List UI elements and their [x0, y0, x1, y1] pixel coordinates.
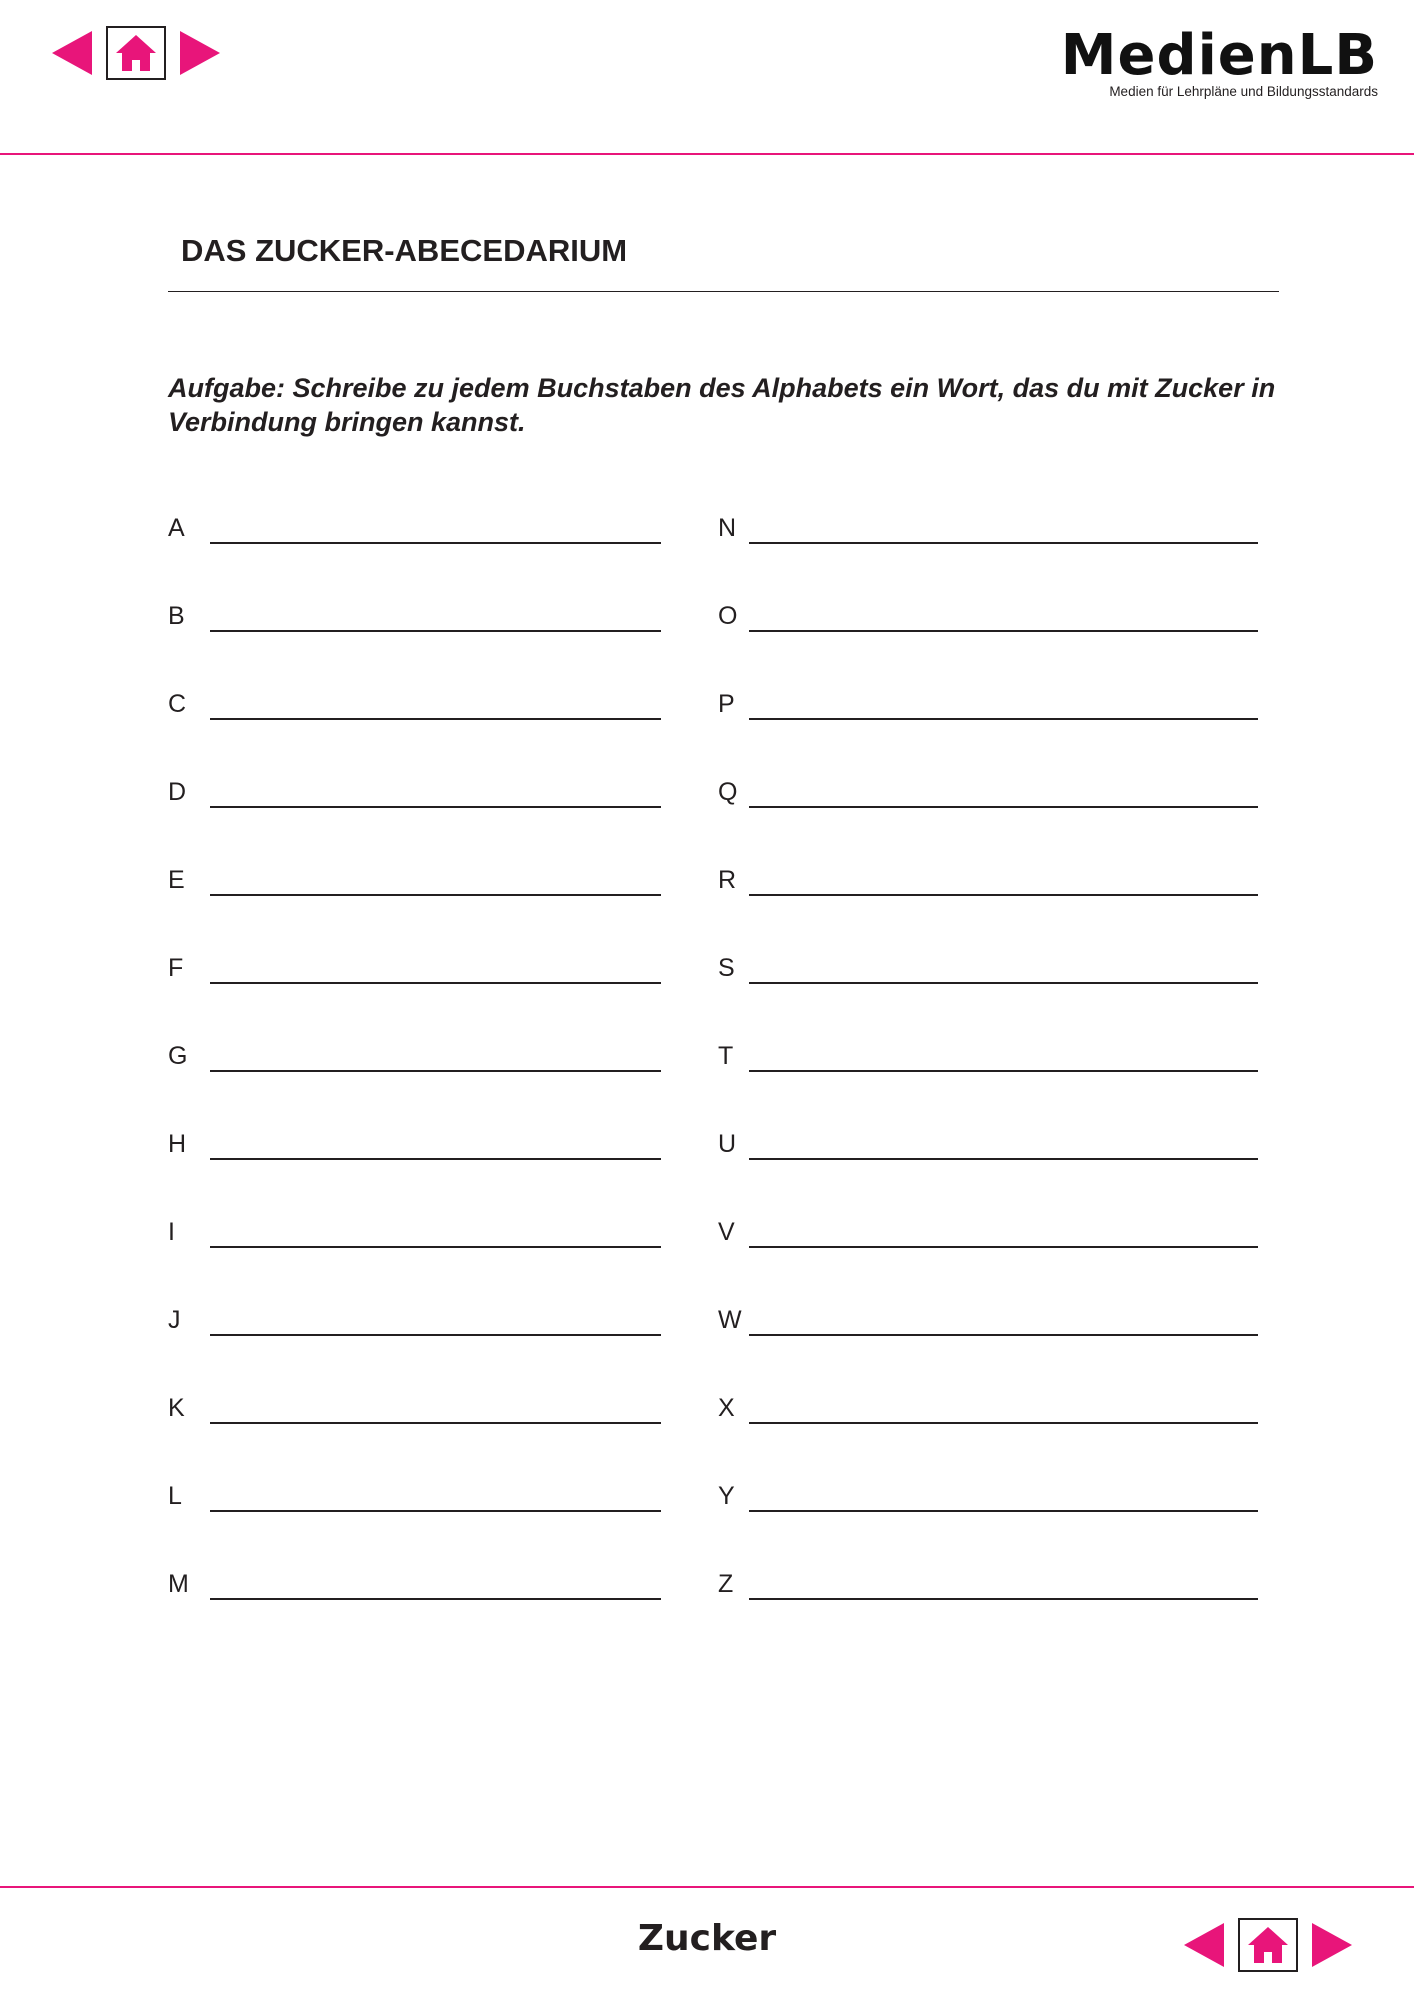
row-letter: G: [168, 1042, 188, 1070]
row-letter: T: [718, 1042, 734, 1070]
row-letter: L: [168, 1482, 182, 1510]
answer-line[interactable]: [210, 630, 661, 632]
row-letter: I: [168, 1218, 175, 1246]
row-letter: J: [168, 1306, 181, 1334]
row-letter: C: [168, 690, 187, 718]
arrow-right-icon[interactable]: [180, 31, 220, 75]
answer-line[interactable]: [749, 630, 1258, 632]
row-letter: K: [168, 1394, 185, 1422]
answer-line[interactable]: [749, 982, 1258, 984]
row-letter: S: [718, 954, 735, 982]
arrow-left-icon[interactable]: [1184, 1923, 1224, 1967]
row-letter: A: [168, 514, 185, 542]
row-letter: F: [168, 954, 184, 982]
arrow-right-icon[interactable]: [1312, 1923, 1352, 1967]
row-letter: U: [718, 1130, 737, 1158]
answer-line[interactable]: [210, 806, 661, 808]
row-letter: R: [718, 866, 737, 894]
row-letter: D: [168, 778, 187, 806]
row-letter: M: [168, 1570, 189, 1598]
row-letter: E: [168, 866, 185, 894]
answer-line[interactable]: [749, 1334, 1258, 1336]
answer-line[interactable]: [749, 894, 1258, 896]
answer-line[interactable]: [210, 1510, 661, 1512]
logo-tagline: Medien für Lehrpläne und Bildungsstandards: [1109, 84, 1378, 99]
home-button[interactable]: [106, 26, 166, 80]
home-icon: [114, 33, 158, 73]
row-letter: N: [718, 514, 737, 542]
worksheet-title: DAS ZUCKER-ABECEDARIUM: [181, 233, 628, 268]
title-underline: [168, 291, 1279, 292]
row-letter: V: [718, 1218, 735, 1246]
answer-line[interactable]: [210, 1246, 661, 1248]
row-letter: Q: [718, 778, 738, 806]
answer-line[interactable]: [210, 1070, 661, 1072]
arrow-left-icon[interactable]: [52, 31, 92, 75]
top-navigation: [52, 26, 220, 80]
answer-line[interactable]: [749, 1510, 1258, 1512]
answer-line[interactable]: [749, 1422, 1258, 1424]
answer-line[interactable]: [210, 982, 661, 984]
answer-line[interactable]: [749, 1158, 1258, 1160]
task-instruction: Aufgabe: Schreibe zu jedem Buchstaben des Alphabets ein Wort, das du mit Zucker in Verbindung bringen kannst.: [168, 373, 1276, 437]
answer-line[interactable]: [749, 1246, 1258, 1248]
answer-line[interactable]: [210, 1334, 661, 1336]
medienlb-logo: [1060, 23, 1378, 99]
row-letter: X: [718, 1394, 735, 1422]
answer-line[interactable]: [749, 1598, 1258, 1600]
answer-line[interactable]: [749, 1070, 1258, 1072]
home-icon: [1246, 1925, 1290, 1965]
answer-line[interactable]: [210, 1158, 661, 1160]
row-letter: W: [718, 1306, 742, 1334]
answer-line[interactable]: [210, 1422, 661, 1424]
home-button[interactable]: [1238, 1918, 1298, 1972]
bottom-navigation: [1184, 1918, 1352, 1972]
row-letter: P: [718, 690, 735, 718]
row-letter: O: [718, 602, 738, 630]
row-letter: H: [168, 1130, 187, 1158]
row-letter: B: [168, 602, 185, 630]
row-letter: Z: [718, 1570, 734, 1598]
logo-wordmark: MedienLB: [1060, 23, 1378, 88]
answer-line[interactable]: [749, 718, 1258, 720]
footer-topic-title: Zucker: [637, 1918, 777, 1959]
answer-line[interactable]: [210, 1598, 661, 1600]
answer-line[interactable]: [210, 894, 661, 896]
answer-line[interactable]: [749, 542, 1258, 544]
row-letter: Y: [718, 1482, 735, 1510]
header-divider: [0, 153, 1414, 155]
footer-divider: [0, 1886, 1414, 1888]
answer-line[interactable]: [210, 718, 661, 720]
answer-line[interactable]: [749, 806, 1258, 808]
answer-line[interactable]: [210, 542, 661, 544]
